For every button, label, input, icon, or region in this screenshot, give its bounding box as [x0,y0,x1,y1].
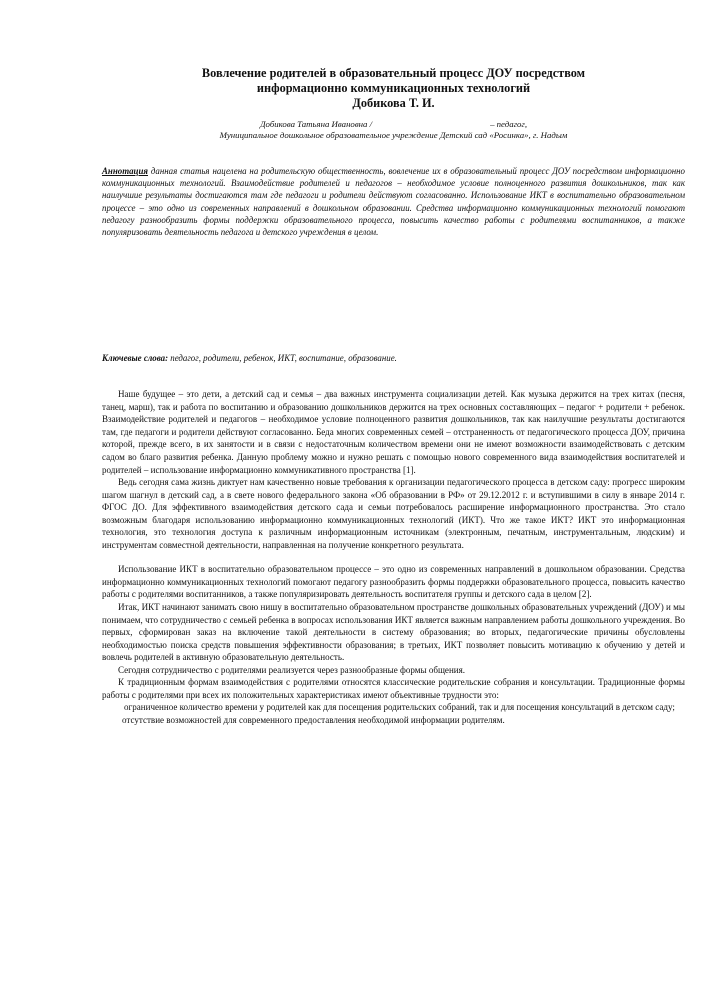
keywords [102,352,685,364]
title-line-1: Вовлечение родителей в образовательный процесс ДОУ посредством [201,66,586,80]
article-title [102,66,685,111]
author-line [102,119,685,130]
keywords-label: Ключевые слова: [102,353,169,364]
paragraph-6: К традиционным формам взаимодействия с родителями относятся классические родительские собрания и консультации. Традиционные формы работы с родителями при всех их положительных характеристиках имеют объективные трудности это: [102,677,685,700]
author-affiliation: Муниципальное дошкольное образовательное учреждение Детский сад «Росинка», г. Надым [219,130,568,140]
paragraph-5: Сегодня сотрудничество с родителями реализуется через разнообразные формы общения. [118,664,466,675]
paragraph-3: Использование ИКТ в воспитательно образовательном процессе – это одно из современных направлений в дошкольном образовании. Средства информационно коммуникационных технологий помогают педагогу разнообразить формы поддержки образовательного процесса, повысить качество работы с родителями воспитанников, а также популяризировать деятельность воспитателя группы и детского сада в целом [2]. [102,564,685,600]
paragraph-2: Ведь сегодня сама жизнь диктует нам качественно новые требования к организации педагогического процесса в детском саду: прогресс широким шагом шагнул в детский сад, а в свете нового федерального закона «Об образовании в РФ» от 29.12.2012 г. и вступившими в силу в январе 2014 г. ФГОС ДО. Для эффективного взаимодействия детского сада и семьи потребовалось расширение информационного пространства. Это стало возможным благодаря использованию информационно коммуникационных технологий (ИКТ). Что же такое ИКТ? ИКТ это информационная технология, это технология доступа к различным информационным источникам (электронным, печатным, инструментальным, людским) и инструментам совместной деятельности, направленная на получение конкретного результата. [102,477,685,550]
annotation-text: данная статья нацелена на родительскую общественность, вовлечение их в образовательный процесс ДОУ посредством информационно коммуникационных технологий. Взаимодействие родителей и педагогов – необходимое условие полноценного развития дошкольников, так как наилучшие результаты достигаются там где педагоги и родители действуют согласованно. Использование ИКТ в воспитательно образовательном процессе – это одно из современных направлений в дошкольном образовании. Средства информационно коммуникационных технологий помогают педагогу разнообразить формы поддержки образовательного процесса, повысить качество работы с родителями воспитанников, а также популяризовать деятельность педагога и детского учреждения в целом. [102,166,685,238]
title-line-2: информационно коммуникационных технологий [256,81,531,95]
author-role: – педагог, [490,119,528,129]
annotation-label: Аннотация [102,166,148,176]
author-name: Добикова Татьяна Ивановна / [259,119,373,129]
annotation [102,165,685,238]
list-item-2: отсутствие возможностей для современного предоставления необходимой информации родителям. [122,714,505,725]
keywords-text: педагог, родители, ребенок, ИКТ, воспитание, образование. [168,353,397,364]
article-body [102,388,685,726]
list-item-1: ограниченное количество времени у родителей как для посещения родительских собраний, так и для посещения консультаций в детском саду; [124,702,675,713]
paragraph-1: Наше будущее – это дети, а детский сад и семья – два важных инструмента социализации детей. Как музыка держится на трех китах (песня, танец, марш), так и работа по воспитанию и образованию дошкольников держится на трех основных составляющих – педагог + родители + ребенок. Взаимодействие родителей и педагогов – необходимое условие полноценного развития дошкольников, так как наилучшие результаты достигаются там, где педагоги и родители действуют согласованно. Беда многих современных семей – отстраненность от педагогического процесса ДОУ, причина которой, прежде всего, в их занятости и в связи с недостаточным количеством времени они не имеют возможности взаимодействовать с детским садом во благо развития ребенка. Данную проблему можно и нужно решать с помощью нового современного вида взаимодействия воспитателей и родителей – использование информационно коммуникативного пространства [1]. [102,389,685,475]
title-author: Добикова Т. И. [352,96,435,110]
paragraph-4: Итак, ИКТ начинают занимать свою нишу в воспитательно образовательном пространстве дошкольных образовательных учреждений (ДОУ) и мы понимаем, что сотрудничество с семьей ребенка в вопросах использования ИКТ является важным направлением работы дошкольного учреждения. Во первых, сформирован заказ на включение такой деятельности в систему образования; во вторых, педагогические причины обусловлены необходимостью поиска средств повышения эффективности образования; в третьих, ИКТ позволяет повысить мотивацию к обучению у детей и вовлечь родителей в активную образовательную деятельность. [102,601,685,663]
